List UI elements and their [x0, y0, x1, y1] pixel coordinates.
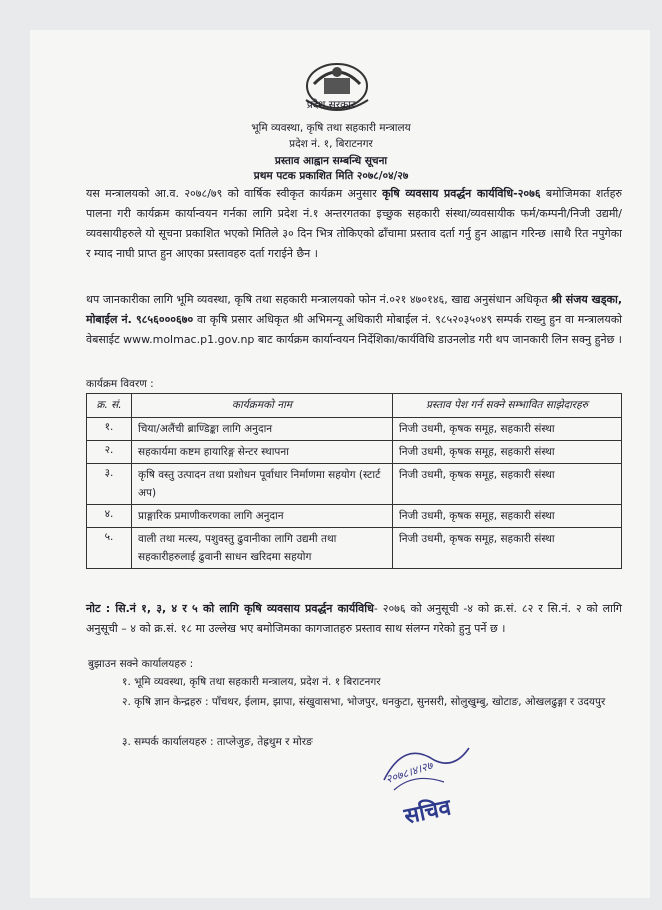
note-procedure-name: कृषि व्यवसाय प्रवर्द्धन कार्यविधि	[244, 602, 374, 615]
p1-procedure-name: कृषि व्यवसाय प्रवर्द्धन कार्यविधि-२०७६	[382, 187, 541, 200]
row-partners: निजी उधमी, कृषक समूह, सहकारी संस्था	[393, 418, 622, 441]
row-program: प्राङ्गारिक प्रमाणीकरणका लागि अनुदान	[132, 505, 393, 528]
office-item: ३. सम्पर्क कार्यालयहरु : ताप्लेजुङ, तेह्रथुम र मोरङ	[122, 736, 313, 748]
note-text-c: - २०७६ को अनुसूची -४ को क्र.सं. ८२ र सि.नं. २ को लागि अनुसूची – ४ को क्र.सं. १८ मा उल्लेख भए बमोजिमका कागजातहरु प्रस्ताव साथ संलग्न गरेको हुनु पर्ने छ ।	[86, 602, 623, 635]
p1-text-a: यस मन्त्रालयको आ.व. २०७८/७९ को वार्षिक स्वीकृत कार्यक्रम अनुसार	[86, 187, 383, 200]
table-row	[87, 505, 622, 528]
table-header-row	[87, 394, 622, 418]
province-line: प्रदेश नं. १, बिराटनगर	[289, 138, 373, 150]
published-date: प्रथम पटक प्रकाशित मिति २०७८/०४/२७	[253, 170, 409, 182]
header-serial: क्र. सं.	[87, 394, 132, 418]
ministry-line: भूमि व्यवस्था, कृषि तथा सहकारी मन्त्रालय	[251, 122, 411, 134]
row-partners: निजी उधमी, कृषक समूह, सहकारी संस्था	[393, 441, 622, 464]
office-item: २. कृषि ज्ञान केन्द्रहरु : पाँचथर, ईलाम, झापा, संखुवासभा, भोजपुर, धनकुटा, सुनसरी, सोलुखुम्बु, खोटाङ, ओखलढुङ्गा र उदयपुर	[122, 696, 606, 708]
row-program: चिया/अलैंची ब्राण्डिङ्का लागि अनुदान	[132, 418, 393, 441]
row-partners: निजी उधमी, कृषक समूह, सहकारी संस्था	[393, 528, 622, 569]
row-serial: २.	[87, 441, 132, 464]
row-program: वाली तथा मत्स्य, पशुवस्तु ढुवानीका लागि उद्यमी तथा सहकारीहरुलाई ढुवानी साधन खरिदमा सहयोग	[132, 528, 393, 569]
row-serial: ४.	[87, 505, 132, 528]
table-row	[87, 464, 622, 505]
row-program: सहकार्यमा कष्टम हायारिङ्ग सेन्टर स्थापना	[132, 441, 393, 464]
note-text-a: नोट : सि.नं १, ३, ४ र ५ को लागि	[86, 602, 245, 615]
table-caption: कार्यक्रम विवरण :	[86, 378, 154, 390]
office-item: १. भूमि व्यवस्था, कृषि तथा सहकारी मन्त्रालय, प्रदेश नं. १ बिराटनगर	[122, 676, 381, 688]
note-paragraph	[86, 599, 622, 639]
notice-title: प्रस्ताव आह्वान सम्बन्धि सूचना	[274, 155, 388, 167]
signature-date: २०७८।४।२७	[384, 758, 435, 787]
secretary-stamp: सचिव	[402, 795, 454, 830]
row-serial: १.	[87, 418, 132, 441]
header-program-name: कार्यक्रमको नाम	[132, 394, 393, 418]
row-partners: निजी उधमी, कृषक समूह, सहकारी संस्था	[393, 464, 622, 505]
p1-text-c: बमोजिमका शर्तहरु पालना गरी कार्यक्रम कार्यान्वयन गर्नका लागि प्रदेश नं.१ अन्तरगतका इच्छुक सहकारी संस्था/व्यवसायीक फर्म/कम्पनी/निजी उद्यमी/व्यवसायीहरुले यो सूचना प्रकाशित भएको मितिले ३० दिन भित्र तोकिएको ढाँचामा प्रस्ताव दर्ता गर्नु हुन आह्वान गरिन्छ ।साथै रित नपुगेका र म्याद नाघी प्राप्त हुन आएका प्रस्तावहरु दर्ता गराईने छैन ।	[86, 187, 622, 260]
p2-text-c: वा कृषि प्रसार अधिकृत श्री अभिमन्यू अधिकारी मोबाईल नं. ९८५२०३५०४९ सम्पर्क राख्नु हुन वा मन्त्रालयको वेबसाईट www.molmac.p1.gov.np बाट कार्यक्रम कार्यान्वयन निर्देशिका/कार्यविधि डाउनलोड गरी थप जानकारी लिन सक्नु हुनेछ ।	[86, 313, 622, 346]
paragraph-1	[86, 184, 622, 264]
row-partners: निजी उधमी, कृषक समूह, सहकारी संस्था	[393, 505, 622, 528]
p2-contact-name: श्री संजय खड्का, मोबाईल नं. ९८५६०००६७०	[86, 293, 622, 326]
p2-text-a: थप जानकारीका लागि भूमि व्यवस्था, कृषि तथा सहकारी मन्त्रालयको फोन नं.०२१ ४७०१४६, खाद्य अनुसंधान अधिकृत	[86, 293, 552, 306]
header-partners: प्रस्ताव पेश गर्न सक्ने सम्भावित साझेदारहरु	[393, 394, 622, 418]
row-program: कृषि वस्तु उत्पादन तथा प्रशोधन पूर्वाधार निर्माणमा सहयोग (स्टार्ट अप)	[132, 464, 393, 505]
gov-line: प्रदेश सरकार	[306, 99, 356, 111]
table-row	[87, 441, 622, 464]
program-table	[86, 393, 622, 569]
table-row	[87, 418, 622, 441]
paragraph-2	[86, 290, 622, 350]
offices-title: बुझाउन सक्ने कार्यालयहरु :	[88, 658, 194, 670]
row-serial: ३.	[87, 464, 132, 505]
row-serial: ५.	[87, 528, 132, 569]
table-row	[87, 528, 622, 569]
